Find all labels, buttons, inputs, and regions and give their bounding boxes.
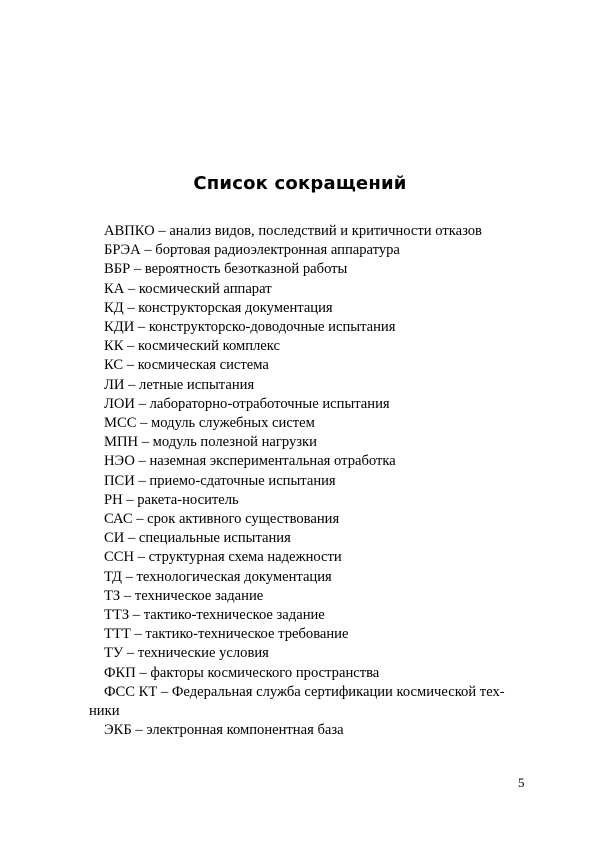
abbreviation-text: МПН – модуль полезной нагрузки [104,434,317,451]
abbreviation-text: ТЗ – техническое задание [104,587,264,604]
page-number: 5 [518,775,525,790]
list-item [104,587,536,606]
list-item [104,625,536,644]
list-item [104,568,536,587]
abbreviation-text: САС – срок активного существования [104,511,340,528]
list-item [104,260,536,279]
abbreviation-text: МСС – модуль служебных систем [104,415,315,432]
list-item [104,452,536,471]
abbreviation-text: ССН – структурная схема надежности [104,549,342,566]
abbreviation-text: КДИ – конструкторско-доводочные испытания [104,319,396,336]
abbreviation-text: ВБР – вероятность безотказной работы [104,261,348,278]
abbreviation-text: КД – конструкторская документация [104,299,333,316]
list-item [104,376,536,395]
list-item [89,683,536,721]
list-item [104,222,536,241]
list-item [104,664,536,683]
list-item [104,433,536,452]
abbreviation-text: РН – ракета-носитель [104,491,239,508]
list-item [104,241,536,260]
abbreviation-text: ФСС КТ – Федеральная служба сертификации космической тех- [104,683,505,700]
abbreviation-text: ТД – технологическая документация [104,568,332,585]
abbreviation-text: ЭКБ – электронная компонентная база [104,722,344,739]
abbreviation-text: ЛИ – летные испытания [104,376,255,393]
list-item [104,472,536,491]
list-item [104,356,536,375]
abbreviation-text: СИ – специальные испытания [104,530,291,547]
abbreviation-text: ЛОИ – лабораторно-отработочные испытания [104,395,390,412]
list-item [104,414,536,433]
list-item [104,606,536,625]
abbreviation-text: КС – космическая система [104,357,269,374]
abbreviation-text: КК – космический комплекс [104,338,280,355]
page-title: Список сокращений [193,173,407,194]
abbreviation-list [89,222,536,740]
list-item [104,318,536,337]
list-item [104,548,536,567]
list-item [104,337,536,356]
abbreviation-text: ТТЗ – тактико-техническое задание [104,607,325,624]
abbreviation-text: АВПКО – анализ видов, последствий и критичности отказов [104,223,482,239]
abbreviation-text: КА – космический аппарат [104,280,272,297]
abbreviation-text: БРЭА – бортовая радиоэлектронная аппаратура [104,242,400,259]
list-item [104,721,536,740]
abbreviation-text: ТТТ – тактико-техническое требование [104,626,349,643]
list-item [104,529,536,548]
list-item [104,299,536,318]
list-item [104,280,536,299]
abbreviation-text: ТУ – технические условия [104,645,269,662]
list-item [104,491,536,510]
list-item [104,510,536,529]
abbreviation-text: ПСИ – приемо-сдаточные испытания [104,472,336,489]
abbreviation-text: НЭО – наземная экспериментальная отработка [104,453,396,470]
list-item [104,644,536,663]
abbreviation-text: ФКП – факторы космического пространства [104,664,380,681]
abbreviation-text-continued: ники [89,703,120,720]
list-item [104,395,536,414]
